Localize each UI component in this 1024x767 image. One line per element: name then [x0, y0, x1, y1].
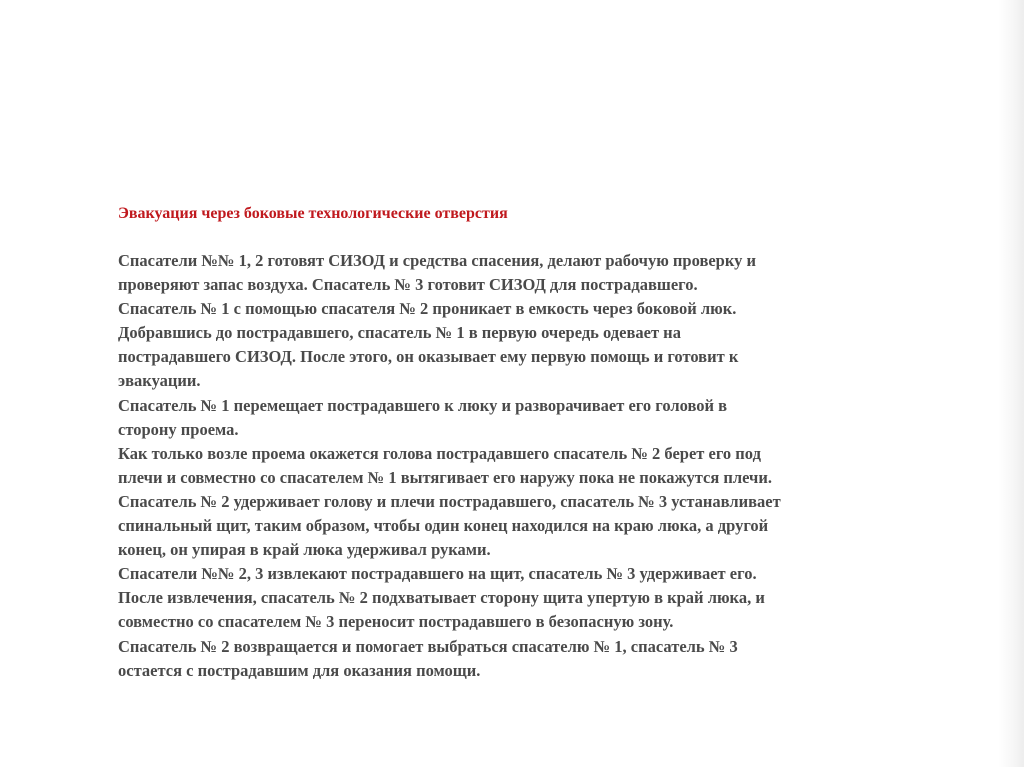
- paragraph-5: Как только возле проема окажется голова пострадавшего спасатель № 2 берет его под плечи и совместно со спасателем № 1 вытягивает его наружу пока не покажутся плечи.: [118, 443, 772, 487]
- paragraph-4: Спасатель № 1 перемещает пострадавшего к люку и разворачивает его головой в сторону проема.: [118, 395, 728, 439]
- paragraph-9: Спасатель № 2 возвращается и помогает выбраться спасателю № 1, спасатель № 3 остается с пострадавшим для оказания помощи.: [118, 636, 738, 680]
- page-edge-shadow: [998, 0, 1024, 767]
- paragraph-8: После извлечения, спасатель № 2 подхватывает сторону щита упертую в край люка, и совместно со спасателем № 3 переносит пострадавшего в безопасную зону.: [118, 588, 765, 632]
- paragraph-2: Спасатель № 1 с помощью спасателя № 2 проникает в емкость через боковой люк.: [118, 299, 737, 319]
- slide-heading: Эвакуация через боковые технологические отверстия: [118, 205, 508, 222]
- paragraph-7: Спасатели №№ 2, 3 извлекают пострадавшего на щит, спасатель № 3 удерживает его.: [118, 564, 757, 584]
- paragraph-6: Спасатель № 2 удерживает голову и плечи пострадавшего, спасатель № 3 устанавливает спинальный щит, таким образом, чтобы один конец находился на краю люка, а другой конец, он упирая в край люка удерживал руками.: [118, 491, 781, 560]
- text-block: [118, 204, 938, 683]
- paragraph-1: Спасатели №№ 1, 2 готовят СИЗОД и средства спасения, делают рабочую проверку и проверяют запас воздуха. Спасатель № 3 готовит СИЗОД для пострадавшего.: [118, 251, 757, 295]
- paragraph-3: Добравшись до пострадавшего, спасатель № 1 в первую очередь одевает на пострадавшего СИЗОД. После этого, он оказывает ему первую помощь и готовит к эвакуации.: [118, 323, 739, 391]
